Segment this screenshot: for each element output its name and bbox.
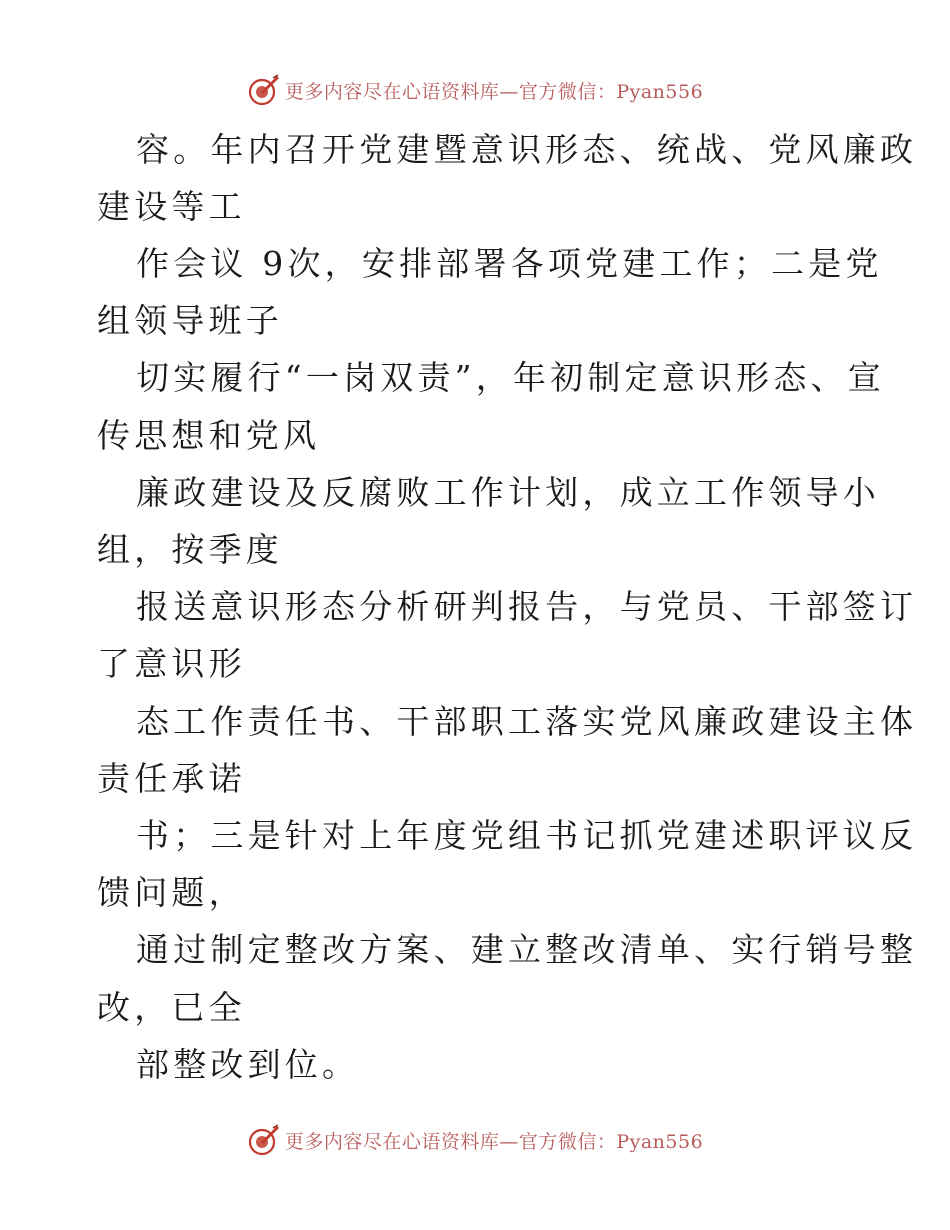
quill-seal-logo-icon	[247, 73, 281, 107]
text-line: 态工作责任书、干部职工落实党风廉政建设主体	[136, 702, 918, 741]
text-line: 组领导班子	[97, 301, 283, 340]
text-line: 通过制定整改方案、建立整改清单、实行销号整	[136, 930, 918, 969]
quill-seal-logo-icon	[247, 1123, 281, 1157]
text-line: 组，按季度	[97, 530, 283, 569]
text-line: 建设等工	[97, 187, 246, 226]
text-line: 责任承诺	[97, 759, 246, 798]
header-banner	[0, 70, 950, 110]
text-line: 廉政建设及反腐败工作计划，成立工作领导小	[136, 473, 880, 512]
text-line: 报送意识形态分析研判报告，与党员、干部签订	[136, 587, 918, 626]
text-line: 容。年内召开党建暨意识形态、统战、党风廉政	[136, 130, 918, 169]
text-line: 改，已全	[97, 988, 246, 1027]
text-line: 切实履行“一岗双责”，年初制定意识形态、宣	[136, 358, 885, 397]
text-line: 书；三是针对上年度党组书记抓党建述职评议反	[136, 816, 918, 855]
text-line: 了意识形	[97, 644, 246, 683]
text-line: 传思想和党风	[97, 416, 321, 455]
header-banner-text: 更多内容尽在心语资料库—官方微信：Pyan556	[284, 80, 704, 103]
footer-banner	[0, 1120, 950, 1160]
text-line: 部整改到位。	[136, 1045, 360, 1084]
text-line: 作会议 9次，安排部署各项党建工作；二是党	[136, 244, 883, 283]
footer-banner-text: 更多内容尽在心语资料库—官方微信：Pyan556	[284, 1130, 704, 1153]
text-line: 馈问题，	[97, 873, 246, 912]
